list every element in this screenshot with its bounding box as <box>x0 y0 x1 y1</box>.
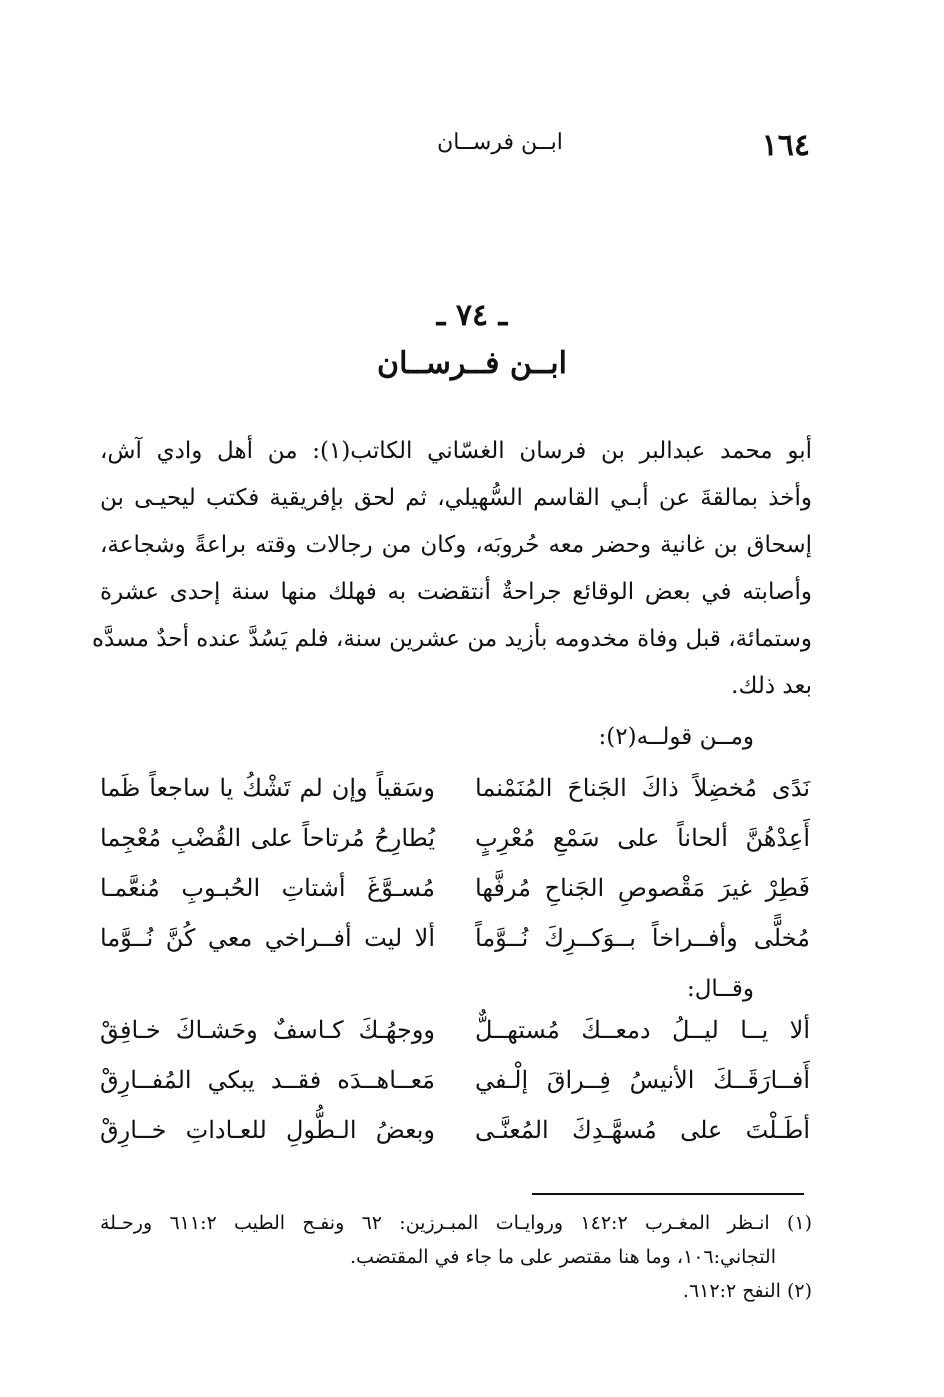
verse-second-hemistich: ألا ليت أفــراخي معي كُنَّ نُــوَّما <box>100 924 435 952</box>
footnote-line: (١) انـظر المغـرب ١٤٢:٢ وروايـات المبـرزين: ٦٢ ونفـح الطيب ٦١١:٢ ورحـلة <box>100 1212 812 1234</box>
footnote-divider <box>532 1193 804 1195</box>
verse-second-hemistich: ووجهُـكَ كـاسفٌ وحَشـاكَ خـافِقْ <box>100 1016 435 1044</box>
running-head <box>100 128 810 168</box>
verse-first-hemistich: نَدًى مُخضِلاً ذاكَ الجَناحَ المُنَمْنما <box>475 774 810 802</box>
bio-line: إسحاق بن غانية وحضر معه حُروبَه، وكان من رجالات وقته براعةً وشجاعة، <box>100 532 812 558</box>
poem-intro: وقــال: <box>686 976 754 1002</box>
verse-first-hemistich: فَطِرْ غيرَ مَقْصوصِ الجَناحِ مُرفَّها <box>475 874 810 902</box>
verse-second-hemistich: وسَقياً وإن لم تَشْكُ يا ساجعاً ظَما <box>100 774 435 802</box>
verse-first-hemistich: أَعِدْهُنَّ ألحاناً على سَمْعِ مُعْرِبٍ <box>475 824 810 852</box>
verse-second-hemistich: يُطارِحُ مُرتاحاً على القُضْبِ مُعْجِما <box>100 824 435 852</box>
poem <box>100 774 810 974</box>
verse <box>100 924 810 974</box>
verse-first-hemistich: أَفــارَقَــكَ الأنيسُ فِــراقَ إلْـفي <box>475 1066 810 1094</box>
verse-first-hemistich: أطَـلْتَ على مُسهَّـدِكَ المُعنَّـى <box>475 1116 810 1144</box>
footnote-line: التجاني:١٠٦، وما هنا مقتصر على ما جاء في المقتضب. <box>349 1246 776 1268</box>
bio-line: وستمائة، قبل وفاة مخدومه بأزيد من عشرين سنة، فلم يَسُدَّ عنده أحدٌ مسدَّه <box>92 626 812 652</box>
bio-line: أبو محمد عبدالبر بن فرسان الغسّاني الكاتب(١): من أهل وادي آش، <box>100 438 812 464</box>
verse <box>100 1116 810 1166</box>
footnotes <box>100 1206 812 1308</box>
bio-line: بعد ذلك. <box>731 673 812 699</box>
entry-title: ابــن فــرســان <box>377 346 567 381</box>
verse-second-hemistich: وبعضُ الـطُّولِ للعـاداتِ خــارِقْ <box>100 1116 435 1144</box>
entry-number: ـ ٧٤ ـ <box>436 298 508 333</box>
verse-first-hemistich: ألا يــا ليــلُ دمعــكَ مُستهــلٌّ <box>475 1016 810 1044</box>
page-number: ١٦٤ <box>761 128 810 163</box>
poem-intro: ومــن قولــه(٢): <box>598 724 754 750</box>
verse-first-hemistich: مُخلًّى وأفــراخاً بــوَكــرِكَ نُــوَّماً <box>475 924 810 952</box>
verse-second-hemistich: مَعــاهــدَه فقــد يبكي المُفــارِقْ <box>100 1066 435 1094</box>
verse <box>100 774 810 824</box>
verse <box>100 874 810 924</box>
bio-line: وأصابته في بعض الوقائع جراحةٌ أنتقضت به فهلك منها سنة إحدى عشرة <box>100 579 812 605</box>
bio-line: وأخذ بمالقةَ عن أبـي القاسم السُّهيلي، ثم لحق بإفريقية فكتب ليحيـى بن <box>100 485 812 511</box>
verse <box>100 824 810 874</box>
poem <box>100 1016 810 1166</box>
verse-second-hemistich: مُسـوَّغَ أشتاتِ الحُبـوبِ مُنعَّمـا <box>100 874 435 902</box>
biography-paragraph <box>92 428 812 710</box>
verse <box>100 1016 810 1066</box>
running-title: ابــن فرســان <box>437 130 563 155</box>
footnote-line: (٢) النفح ٦١٢:٢. <box>682 1280 812 1302</box>
verse <box>100 1066 810 1116</box>
